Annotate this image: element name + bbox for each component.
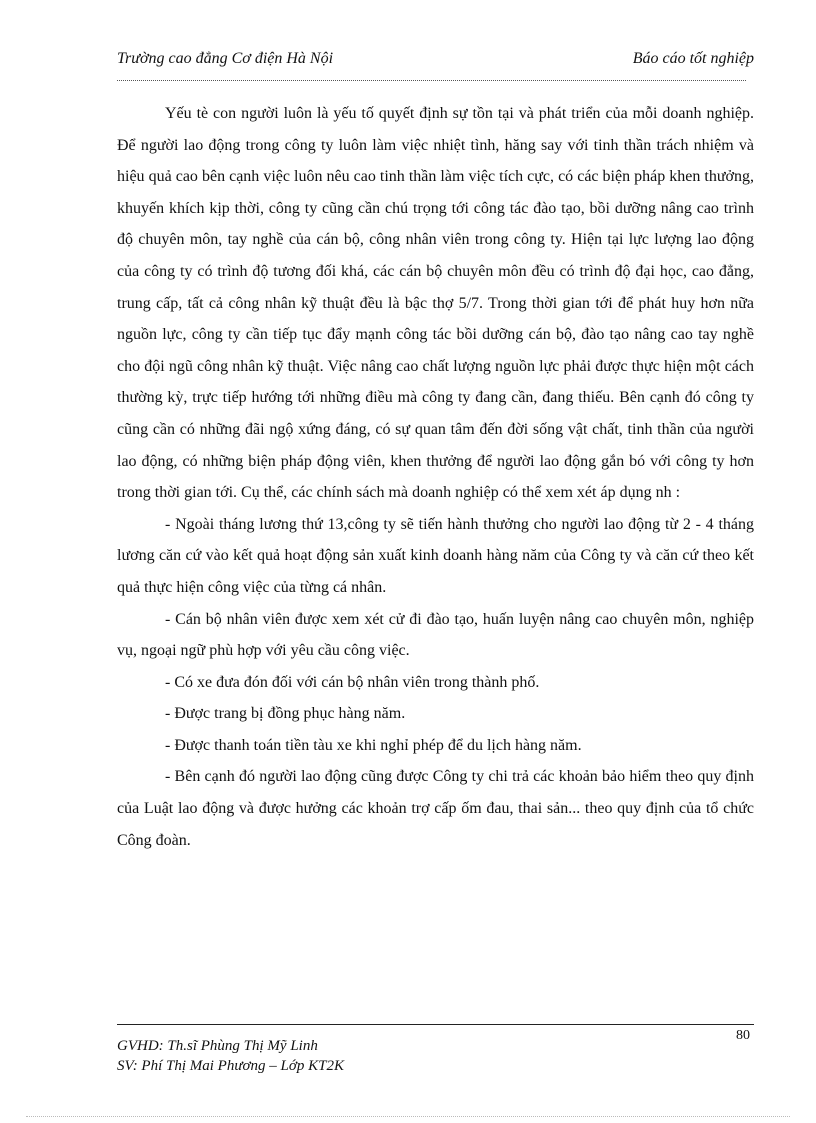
page-number: 80 <box>736 1028 750 1043</box>
header-divider <box>117 80 746 81</box>
footer-supervisor: GVHD: Th.sĩ Phùng Thị Mỹ Linh <box>117 1038 318 1054</box>
paragraph-bullet-training: - Cán bộ nhân viên được xem xét cử đi đào tạo, huấn luyện nâng cao chuyên môn, nghiệp vụ, ngoại ngữ phù hợp với yêu cầu công việc. <box>117 610 754 660</box>
footer-student: SV: Phí Thị Mai Phương – Lớp KT2K <box>117 1058 344 1074</box>
page-bottom-edge <box>26 1116 790 1117</box>
paragraph-bullet-transport: - Có xe đưa đón đối với cán bộ nhân viên trong thành phố. <box>165 673 540 691</box>
paragraph-bullet-travel: - Được thanh toán tiền tàu xe khi nghỉ phép để du lịch hàng năm. <box>165 736 582 754</box>
footer-divider <box>117 1024 754 1025</box>
header-school-name: Trường cao đẳng Cơ điện Hà Nội <box>117 50 334 67</box>
paragraph-bullet-uniform: - Được trang bị đồng phục hàng năm. <box>165 705 406 723</box>
header-report-title: Báo cáo tốt nghiệp <box>632 50 754 67</box>
paragraph-bullet-bonus: - Ngoài tháng lương thứ 13,công ty sẽ tiến hành thưởng cho người lao động từ 2 - 4 tháng lương căn cứ vào kết quả hoạt động sản xuất kinh doanh hàng năm của Công ty và căn cứ theo kết quả thực hiện công việc của từng cá nhân. <box>117 515 754 596</box>
paragraph-bullet-insurance: - Bên cạnh đó người lao động cũng được Công ty chi trả các khoản bảo hiểm theo quy định của Luật lao động và được hưởng các khoản trợ cấp ốm đau, thai sản... theo quy định của tổ chức Công đoàn. <box>117 768 754 849</box>
paragraph-intro: Yếu tè con người luôn là yếu tố quyết định sự tồn tại và phát triển của mỗi doanh nghiệp. Để người lao động trong công ty luôn làm việc nhiệt tình, hăng say với tinh thần trách nhiệm và hiệu quả cao bên cạnh việc luôn nêu cao tinh thần làm việc tích cực, có các biện pháp khen thưởng, khuyến khích kịp thời, công ty cũng cần chú trọng tới công tác đào tạo, bồi dưỡng nâng cao trình độ chuyên môn, tay nghề của cán bộ, công nhân viên trong công ty. Hiện tại lực lượng lao động của công ty có trình độ tương đối khá, các cán bộ chuyên môn đều có trình độ đại học, cao đẳng, trung cấp, tất cả công nhân kỹ thuật đều là bậc thợ 5/7. Trong thời gian tới để phát huy hơn nữa nguồn lực, công ty cần tiếp tục đẩy mạnh công tác bồi dưỡng cán bộ, đào tạo nâng cao tay nghề cho đội ngũ công nhân kỹ thuật. Việc nâng cao chất lượng nguồn lực phải được thực hiện một cách thường kỳ, trực tiếp hướng tới những điều mà công ty đang cần, đang thiếu. Bên cạnh đó công ty cũng cần có những đãi ngộ xứng đáng, có sự quan tâm đến đời sống vật chất, tinh thần của người lao động, có những biện pháp động viên, khen thưởng để người lao động gắn bó với công ty hơn trong thời gian tới. Cụ thể, các chính sách mà doanh nghiệp có thể xem xét áp dụng nh : <box>117 105 754 502</box>
body-text <box>117 98 754 856</box>
